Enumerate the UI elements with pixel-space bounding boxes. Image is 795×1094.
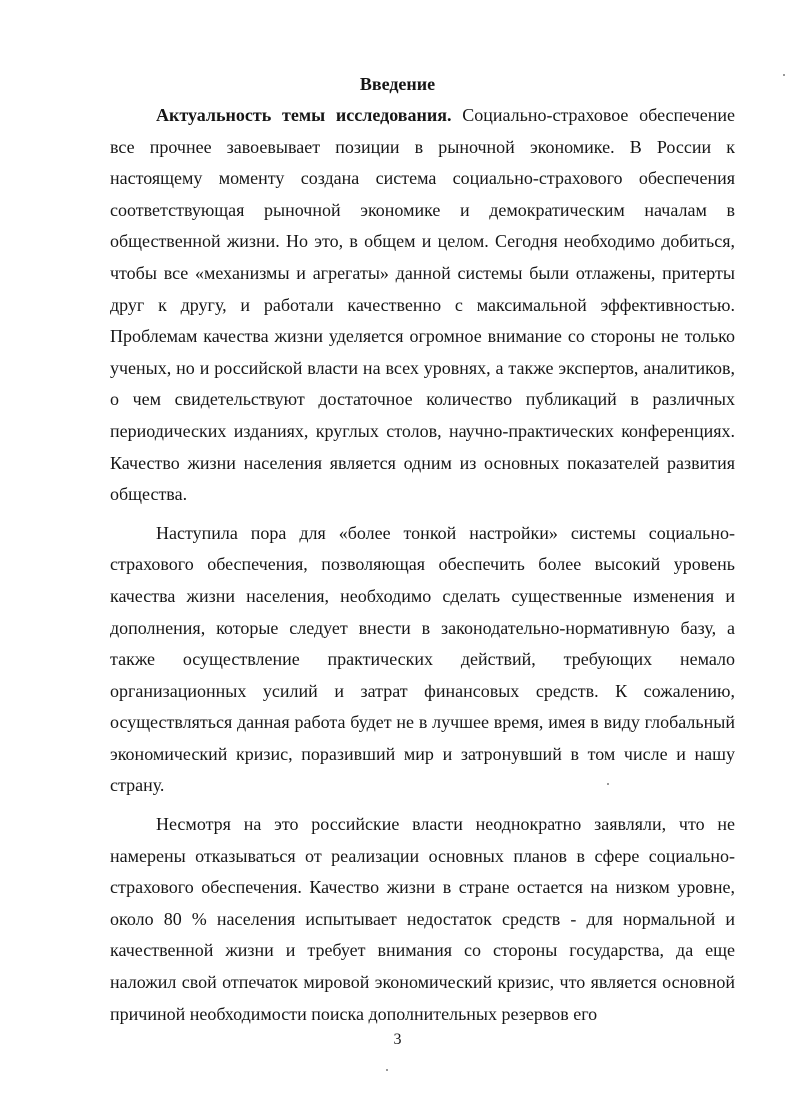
scan-speck (607, 783, 609, 785)
paragraph-3: Несмотря на это российские власти неоднократно заявляли, что не намерены отказываться от реализации основных планов в сфере социально-страхового обеспечения. Качество жизни в стране остается на низком уровне, около 80 % населения испытывает недостаток средств - для нормальной и качественной жизни и требует внимания со стороны государства, да еще наложил свой отпечаток мировой экономический кризис, что является основной причиной необходимости поиска дополнительных резервов его (110, 814, 735, 1024)
scan-speck (386, 1069, 388, 1071)
scan-speck (783, 74, 785, 76)
paragraph-1 (110, 100, 735, 511)
section-heading: Введение (359, 74, 436, 94)
page-number: 3 (393, 1031, 402, 1048)
paragraph-1-lead: Актуальность темы исследования. (156, 105, 452, 125)
paragraph-2: Наступила пора для «более тонкой настройки» системы социально-страхового обеспечения, позволяющая обеспечить более высокий уровень качества жизни населения, необходимо сделать существенные изменения и дополнения, которые следует внести в законодательно-нормативную базу, а также осуществление практических действий, требующих немало организационных усилий и затрат финансовых средств. К сожалению, осуществляться данная работа будет не в лучшее время, имея в виду глобальный экономический кризис, поразивший мир и затронувший в том числе и нашу страну. (110, 522, 735, 796)
body-text (110, 100, 735, 1030)
paragraph-1-text: Социально-страховое обеспечение все прочнее завоевывает позиции в рыночной экономике. В России к настоящему моменту создана система социально-страхового обеспечения соответствующая рыночной экономике и демократическим началам в общественной жизни. Но это, в общем и целом. Сегодня необходимо добиться, чтобы все «механизмы и агрегаты» данной системы были отлажены, притерты друг к другу, и работали качественно с максимальной эффективностью. Проблемам качества жизни уделяется огромное внимание со стороны не только ученых, но и российской власти на всех уровнях, а также экспертов, аналитиков, о чем свидетельствуют достаточное количество публикаций в различных периодических изданиях, круглых столов, научно-практических конференциях. Качество жизни населения является одним из основных показателей развития общества. (110, 105, 735, 505)
